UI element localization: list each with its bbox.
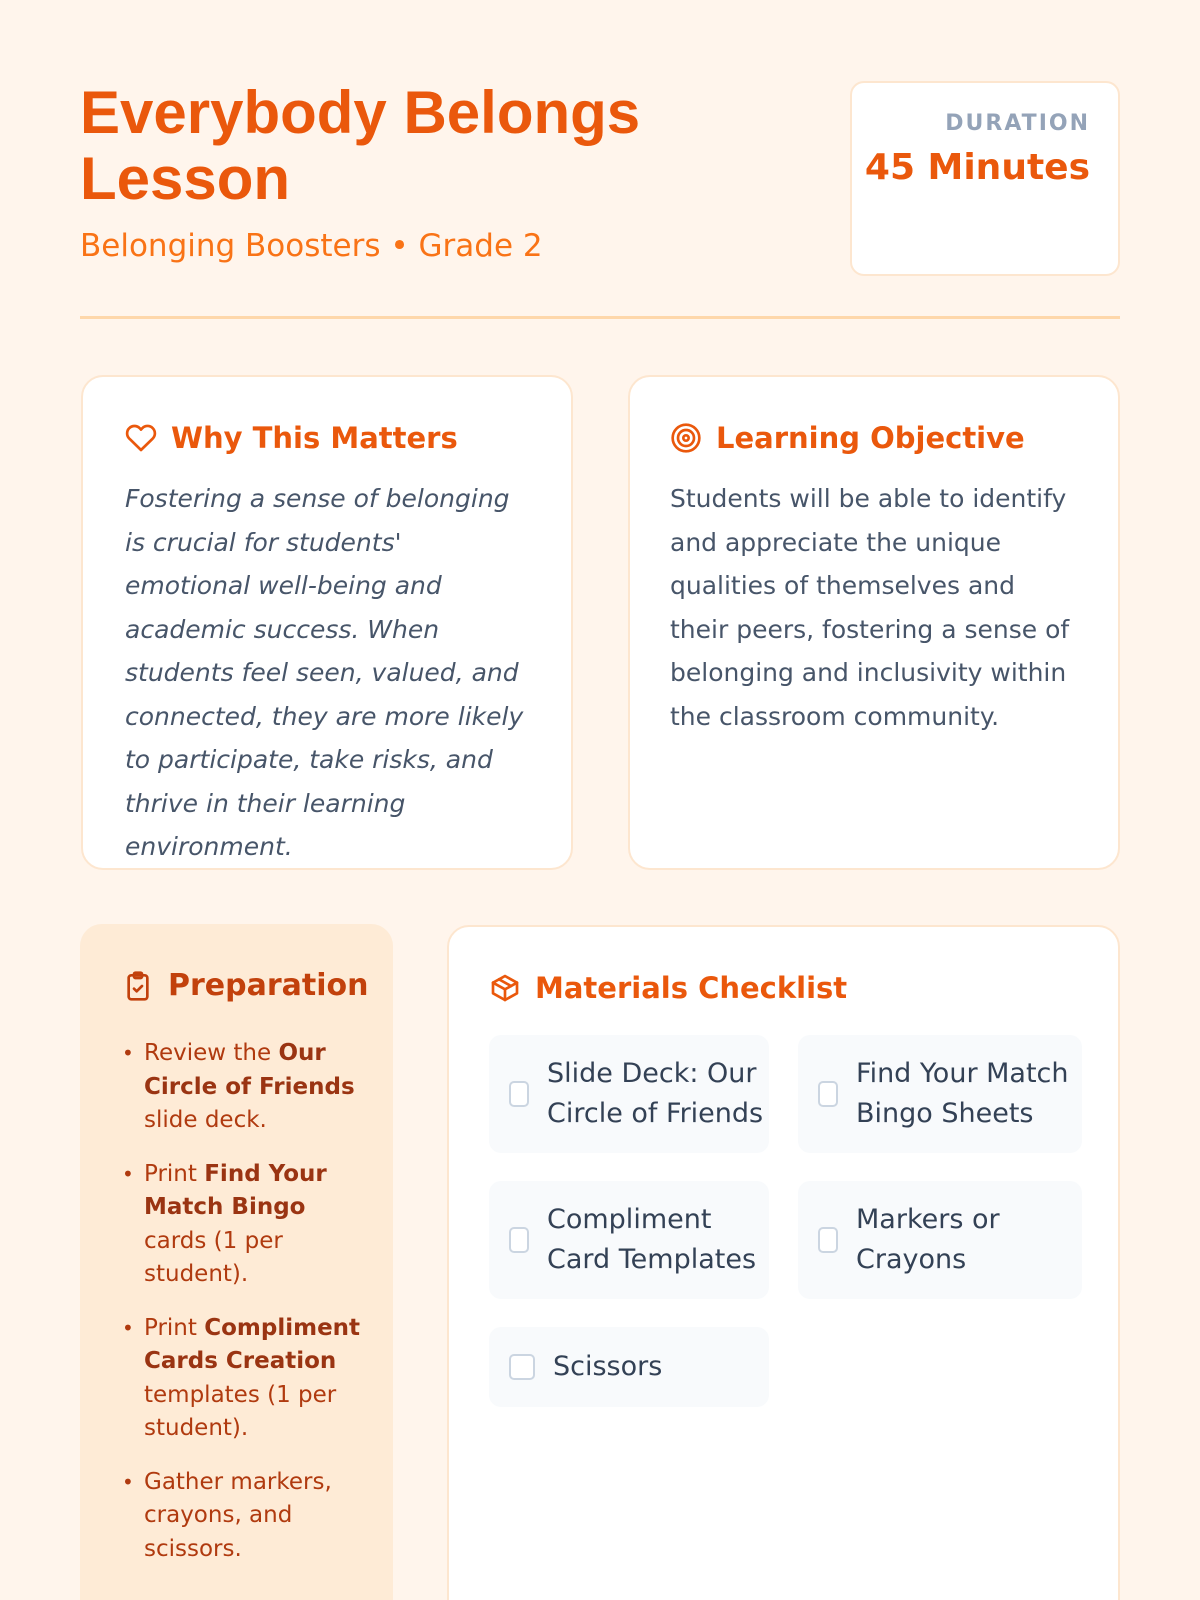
material-checkbox[interactable]: [818, 1081, 838, 1107]
header-divider: [80, 316, 1120, 319]
preparation-heading: Preparation: [168, 968, 369, 1003]
materials-heading-row: [489, 971, 1078, 1005]
preparation-item: • Print Find Your Match Bingo cards (1 per student).: [122, 1158, 363, 1292]
preparation-item: • Review the Our Circle of Friends slide deck.: [122, 1037, 363, 1138]
learning-objective-card: [628, 375, 1120, 870]
material-label: Slide Deck: Our Circle of Friends: [547, 1058, 764, 1129]
materials-heading: Materials Checklist: [535, 971, 848, 1005]
why-heading-row: [125, 421, 531, 455]
preparation-item: • Gather markers, crayons, and scissors.: [122, 1466, 363, 1567]
material-label: Scissors: [553, 1351, 663, 1382]
duration-card: [850, 81, 1120, 276]
heart-icon: [125, 422, 157, 454]
objective-text: Students will be able to identify and appreciate the unique qualities of themselves and their peers, fostering a sense of belonging and inclusivity within the classroom community.: [670, 484, 1070, 731]
page-title: Everybody Belongs Lesson: [80, 79, 641, 212]
target-icon: [670, 422, 702, 454]
why-text: Fostering a sense of belonging is crucial for students' emotional well-being and academic success. When students feel seen, valued, and connected, they are more likely to participate, take risks, and thrive in their learning environment.: [125, 484, 524, 861]
objective-heading-row: [670, 421, 1078, 455]
preparation-list: [122, 1037, 363, 1566]
why-heading: Why This Matters: [171, 421, 458, 455]
material-checkbox[interactable]: [509, 1227, 529, 1253]
duration-label: DURATION: [945, 111, 1090, 136]
material-item[interactable]: [798, 1035, 1082, 1153]
box-icon: [489, 972, 521, 1004]
materials-checklist-card: [447, 925, 1120, 1600]
material-item[interactable]: [489, 1327, 769, 1407]
material-item[interactable]: [798, 1181, 1082, 1299]
objective-heading: Learning Objective: [716, 421, 1025, 455]
preparation-heading-row: [122, 968, 369, 1003]
duration-value: 45 Minutes: [864, 147, 1090, 188]
material-checkbox[interactable]: [818, 1227, 838, 1253]
page-subtitle: Belonging Boosters • Grade 2: [80, 228, 543, 264]
clipboard-icon: [122, 970, 154, 1002]
material-label: Markers or Crayons: [856, 1204, 1000, 1275]
material-checkbox[interactable]: [509, 1354, 535, 1380]
material-item[interactable]: [489, 1181, 769, 1299]
why-this-matters-card: [81, 375, 573, 870]
preparation-panel: [80, 924, 393, 1600]
material-item[interactable]: [489, 1035, 769, 1153]
preparation-item: • Print Compliment Cards Creation templates (1 per student).: [122, 1312, 363, 1446]
material-label: Compliment Card Templates: [547, 1204, 757, 1275]
material-checkbox[interactable]: [509, 1081, 529, 1107]
material-label: Find Your Match Bingo Sheets: [856, 1058, 1069, 1129]
